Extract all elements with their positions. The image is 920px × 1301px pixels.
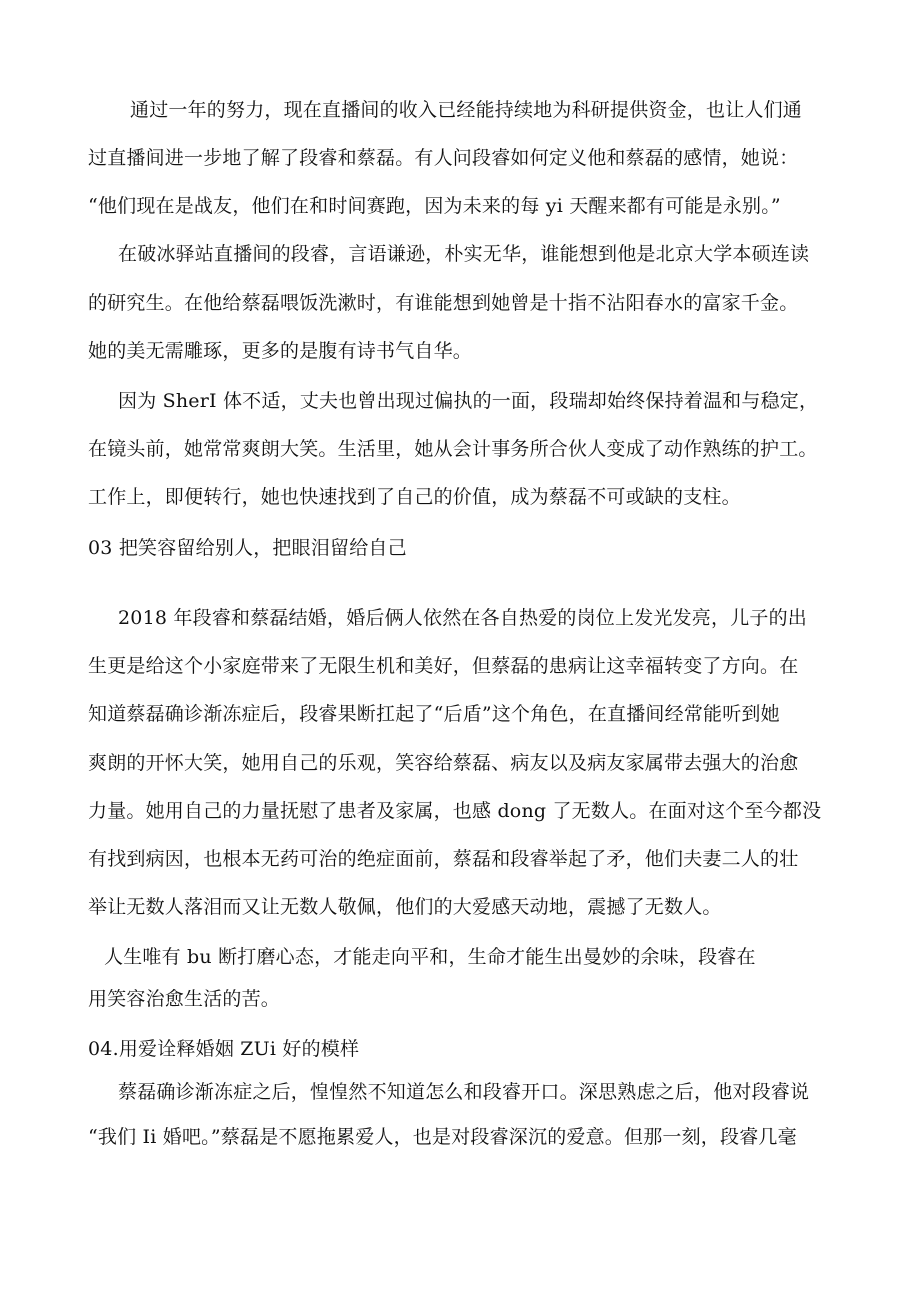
paragraph-4-line-3: 知道蔡磊确诊渐冻症后，段睿果断扛起了“后盾”这个角色，在直播间经常能听到她 — [88, 703, 780, 725]
paragraph-3-line-1: 因为 SherI 体不适，丈夫也曾出现过偏执的一面，段瑞却始终保持着温和与稳定， — [118, 390, 819, 412]
paragraph-5-line-1: 人生唯有 bu 断打磨心态，才能走向平和，生命才能生出曼妙的余味，段睿在 — [104, 946, 756, 968]
paragraph-4-line-6: 有找到病因，也根本无药可治的绝症面前，蔡磊和段睿举起了矛，他们夫妻二人的壮 — [88, 848, 799, 870]
paragraph-4-line-5: 力量。她用自己的力量抚慰了患者及家属，也感 dong 了无数人。在面对这个至今都没 — [88, 800, 822, 822]
paragraph-1-line-1: 通过一年的努力，现在直播间的收入已经能持续地为科研提供资金，也让人们通 — [130, 99, 803, 121]
paragraph-1-line-2: 过直播间进一步地了解了段睿和蔡磊。有人问段睿如何定义他和蔡磊的感情，她说： — [88, 147, 799, 169]
paragraph-1-line-3: “他们现在是战友，他们在和时间赛跑，因为未来的每 yi 天醒来都有可能是永别。” — [88, 195, 781, 217]
section-heading-03: 03 把笑容留给别人，把眼泪留给自己 — [88, 537, 407, 559]
section-heading-04: 04.用爱诠释婚姻 ZUi 好的模样 — [88, 1038, 360, 1060]
paragraph-5-line-2: 用笑容治愈生活的苦。 — [88, 988, 281, 1010]
paragraph-3-line-3: 工作上，即便转行，她也快速找到了自己的价值，成为蔡磊不可或缺的支柱。 — [88, 486, 741, 508]
paragraph-2-line-3: 她的美无需雕琢，更多的是腹有诗书气自华。 — [88, 340, 473, 362]
paragraph-3-line-2: 在镜头前，她常常爽朗大笑。生活里，她从会计事务所合伙人变成了动作熟练的护工。 — [88, 438, 818, 460]
paragraph-2-line-2: 的研究生。在他给蔡磊喂饭洗漱时，有谁能想到她曾是十指不沾阳春水的富家千金。 — [88, 292, 799, 314]
paragraph-6-line-2: “我们 Ii 婚吧。”蔡磊是不愿拖累爱人，也是对段睿深沉的爱意。但那一刻，段睿几毫 — [88, 1126, 797, 1148]
paragraph-6-line-1: 蔡磊确诊渐冻症之后，惶惶然不知道怎么和段睿开口。深思熟虑之后，他对段睿说 — [118, 1081, 810, 1103]
paragraph-4-line-2: 生更是给这个小家庭带来了无限生机和美好，但蔡磊的患病让这幸福转变了方向。在 — [88, 655, 799, 677]
paragraph-2-line-1: 在破冰驿站直播间的段睿，言语谦逊，朴实无华，谁能想到他是北京大学本硕连读 — [118, 243, 810, 265]
paragraph-4-line-4: 爽朗的开怀大笑，她用自己的乐观，笑容给蔡磊、病友以及病友家属带去强大的治愈 — [88, 752, 799, 774]
paragraph-4-line-7: 举让无数人落泪而又让无数人敬佩，他们的大爱感天动地，震撼了无数人。 — [88, 896, 722, 918]
paragraph-4-line-1: 2018 年段睿和蔡磊结婚，婚后俩人依然在各自热爱的岗位上发光发亮，儿子的出 — [118, 607, 807, 629]
